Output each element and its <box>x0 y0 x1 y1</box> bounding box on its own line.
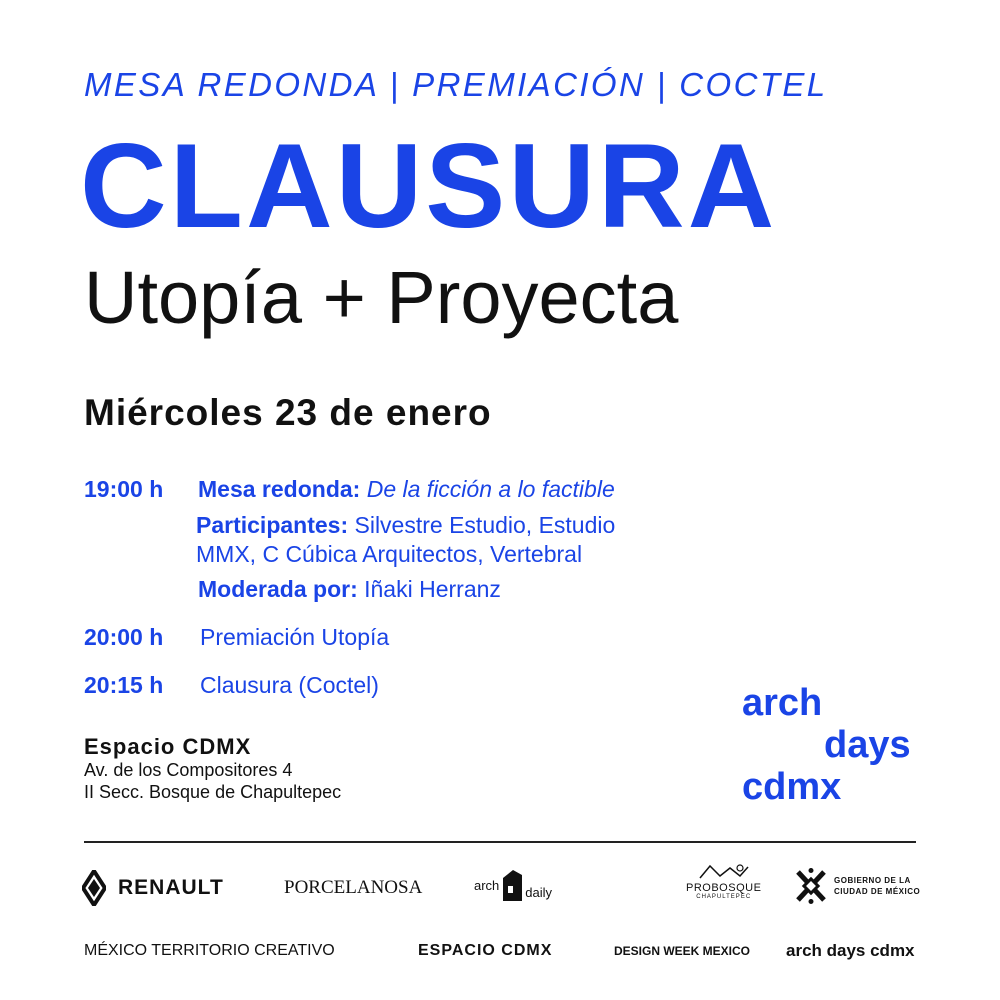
espacio-cdmx-logo: ESPACIO CDMX <box>418 942 553 959</box>
mexico-territorio-logo: MÉXICO TERRITORIO CREATIVO <box>84 942 335 959</box>
archdaily-logo <box>474 868 552 902</box>
arch-days-logo: arch days cdmx <box>786 941 915 960</box>
probosque-icon <box>696 862 752 882</box>
schedule-item-1 <box>198 476 615 503</box>
archdaily-house-icon <box>501 868 523 902</box>
roundtable-title: De la ficción a lo factible <box>366 476 615 502</box>
moderator-label: Moderada por: <box>198 576 358 602</box>
time-label: 20:00 h <box>84 624 164 650</box>
participants-block <box>196 511 615 569</box>
event-tagline: MESA REDONDA | PREMIACIÓN | COCTEL <box>84 66 828 103</box>
renault-wordmark: RENAULT <box>118 876 224 899</box>
brand-word-cdmx: cdmx <box>742 766 842 808</box>
porcelanosa-wordmark: PORCELANOSA <box>284 877 423 898</box>
probosque-logo <box>686 862 761 900</box>
main-title: CLAUSURA <box>80 119 778 253</box>
participants-line-2: MMX, C Cúbica Arquitectos, Vertebral <box>196 541 583 567</box>
renault-logo <box>82 870 224 906</box>
schedule-item-2: Premiación Utopía <box>200 624 390 650</box>
brand-word-arch: arch <box>742 682 823 724</box>
schedule-time-3 <box>84 672 163 699</box>
moderator-name: Iñaki Herranz <box>364 576 501 602</box>
probosque-subtitle: CHAPULTEPEC <box>696 894 752 900</box>
gobierno-line-2: CIUDAD DE MÉXICO <box>834 887 921 896</box>
gobierno-text <box>834 875 920 897</box>
event-date: Miércoles 23 de enero <box>84 392 492 433</box>
venue-name: Espacio CDMX <box>84 734 252 759</box>
event-subtitle: Utopía + Proyecta <box>84 256 679 339</box>
archdaily-word-daily: daily <box>525 884 553 900</box>
brand-word-days: days <box>824 724 911 766</box>
participants-label: Participantes: <box>196 512 349 538</box>
design-week-logo: DESIGN WEEK MEXICO <box>614 944 751 958</box>
roundtable-label: Mesa redonda: <box>198 476 361 502</box>
moderator-block <box>198 576 501 603</box>
gobierno-line-1: GOBIERNO DE LA <box>834 876 911 885</box>
cdmx-emblem-icon <box>794 868 828 904</box>
archdaily-word-arch: arch <box>474 877 500 893</box>
schedule-time-2 <box>84 624 163 651</box>
probosque-wordmark: PROBOSQUE <box>686 882 762 894</box>
renault-diamond-icon <box>82 870 106 906</box>
venue-address-line-2: II Secc. Bosque de Chapultepec <box>84 782 342 802</box>
venue-address-line-1: Av. de los Compositores 4 <box>84 760 293 780</box>
time-label: 20:15 h <box>84 672 164 698</box>
divider <box>84 841 916 843</box>
schedule-time-1 <box>84 476 163 503</box>
participants-line-1: Silvestre Estudio, Estudio <box>354 512 616 538</box>
porcelanosa-logo <box>284 877 422 899</box>
gobierno-cdmx-logo <box>794 868 920 904</box>
time-label: 19:00 h <box>84 476 164 502</box>
schedule-item-3: Clausura (Coctel) <box>200 672 379 698</box>
